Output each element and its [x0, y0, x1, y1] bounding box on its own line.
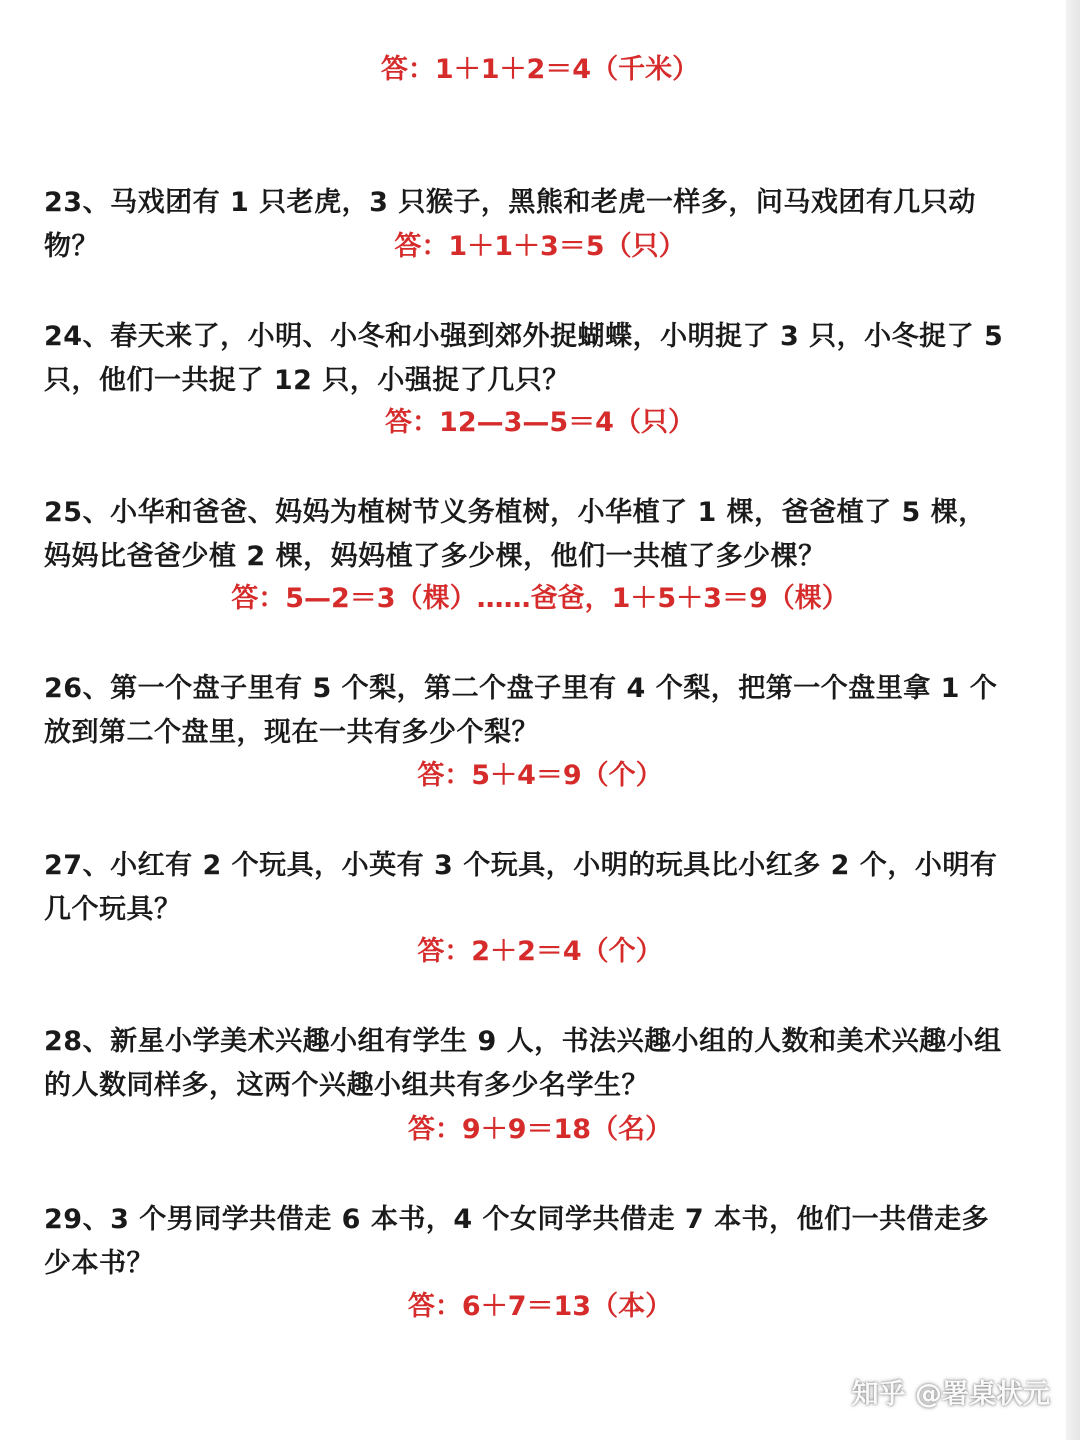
question-26: 26、第一个盘子里有 5 个梨，第二个盘子里有 4 个梨，把第一个盘里拿 1 个放到第二个盘里，现在一共有多少个梨？: [44, 673, 998, 748]
answer-25: 答：5—2＝3（棵）……爸爸，1＋5＋3＝9（棵）: [231, 583, 849, 614]
answer-29: 答：6＋7＝13（本）: [407, 1291, 673, 1322]
answer-23: 答：1＋1＋3＝5（只）: [394, 231, 686, 262]
answer-24: 答：12—3—5＝4（只）: [385, 407, 695, 438]
question-24: 24、春天来了，小明、小冬和小强到郊外捉蝴蝶，小明捉了 3 只，小冬捉了 5 只，他们一共捉了 12 只，小强捉了几只？: [44, 321, 1004, 396]
question-25: 25、小华和爸爸、妈妈为植树节义务植树，小华植了 1 棵，爸爸植了 5 棵，妈妈比爸爸少植 2 棵，妈妈植了多少棵，他们一共植了多少棵？: [44, 497, 986, 572]
answer-27: 答：2＋2＝4（个）: [417, 936, 663, 967]
watermark: 知乎 @署桌状元: [851, 1379, 1050, 1410]
answer-28: 答：9＋9＝18（名）: [407, 1114, 673, 1145]
answer-22: 答：1＋1＋2＝4（千米）: [380, 54, 700, 85]
page-edge: [1066, 0, 1080, 1440]
question-27: 27、小红有 2 个玩具，小英有 3 个玩具，小明的玩具比小红多 2 个，小明有几个玩具？: [44, 850, 998, 925]
question-28: 28、新星小学美术兴趣小组有学生 9 人，书法兴趣小组的人数和美术兴趣小组的人数同样多，这两个兴趣小组共有多少名学生？: [44, 1026, 1002, 1101]
question-29: 29、3 个男同学共借走 6 本书，4 个女同学共借走 7 本书，他们一共借走多少本书？: [44, 1204, 990, 1279]
question-23: 23、马戏团有 1 只老虎，3 只猴子，黑熊和老虎一样多，问马戏团有几只动物？: [44, 187, 976, 262]
answer-26: 答：5＋4＝9（个）: [417, 760, 663, 791]
